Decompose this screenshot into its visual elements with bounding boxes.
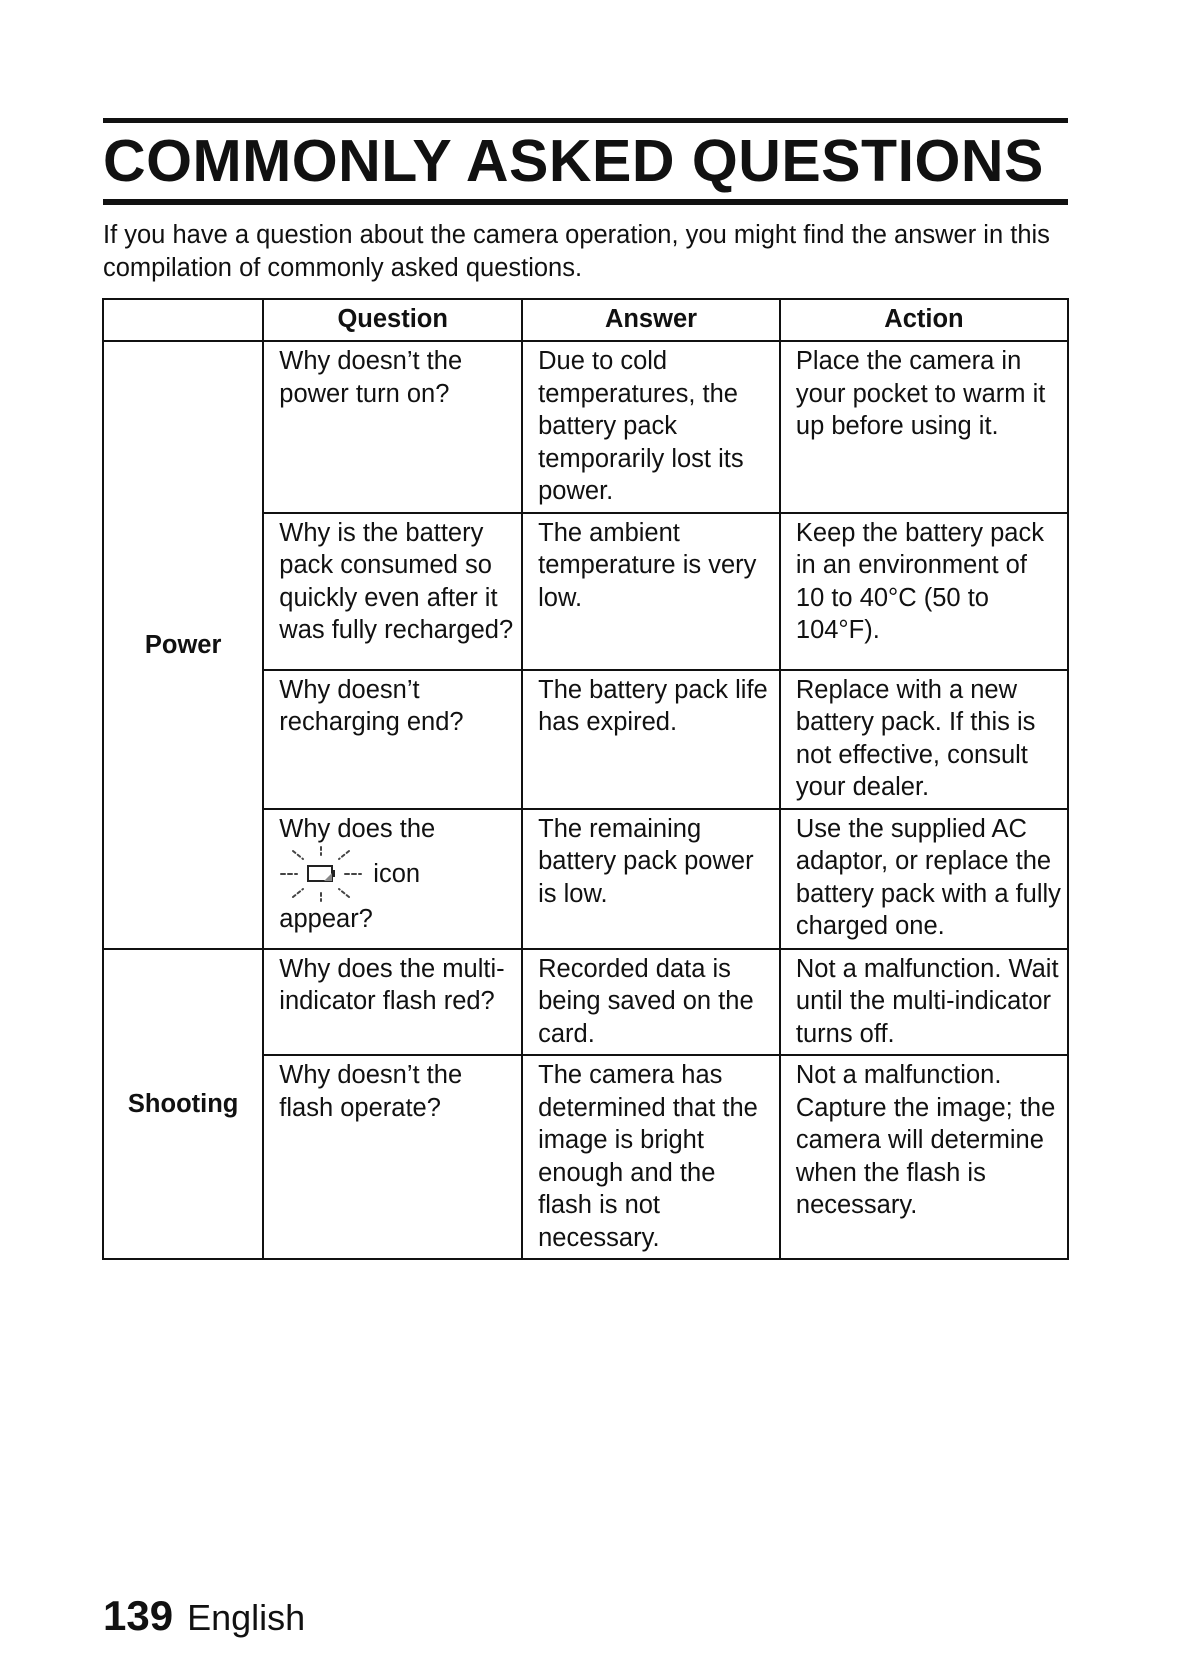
action-cell: Place the camera in your pocket to warm it up before using it. bbox=[780, 341, 1068, 513]
table-row bbox=[103, 949, 1068, 1056]
page-number: 139 bbox=[103, 1592, 174, 1639]
question-text-before-icon: Why does the bbox=[279, 814, 436, 843]
title-bottom-rule bbox=[103, 199, 1068, 205]
question-icon-suffix: icon bbox=[373, 859, 421, 888]
page-footer bbox=[103, 1592, 305, 1640]
question-cell: Why is the battery pack consumed so quickly even after it was fully recharged? bbox=[263, 513, 522, 670]
action-cell: Replace with a new battery pack. If this is not effective, consult your dealer. bbox=[780, 670, 1068, 809]
category-shooting: Shooting bbox=[103, 949, 263, 1260]
faq-table bbox=[102, 298, 1069, 1260]
question-cell: Why does the multi-indicator flash red? bbox=[263, 949, 522, 1056]
blinking-battery-icon bbox=[279, 845, 363, 903]
table-row bbox=[103, 341, 1068, 513]
answer-cell: The battery pack life has expired. bbox=[522, 670, 780, 809]
faq-table-body bbox=[103, 341, 1068, 1259]
answer-cell: Due to cold temperatures, the battery pack temporarily lost its power. bbox=[522, 341, 780, 513]
question-cell: Why doesn’t recharging end? bbox=[263, 670, 522, 809]
question-text-after-icon: appear? bbox=[279, 905, 373, 933]
header-row bbox=[103, 299, 1068, 341]
question-cell: Why doesn’t the power turn on? bbox=[263, 341, 522, 513]
faq-table-header bbox=[103, 299, 1068, 341]
question-cell: Why doesn’t the flash operate? bbox=[263, 1055, 522, 1259]
category-power: Power bbox=[103, 341, 263, 949]
header-answer: Answer bbox=[522, 299, 780, 341]
header-category bbox=[103, 299, 263, 341]
action-cell: Not a malfunction. Wait until the multi-indicator turns off. bbox=[780, 949, 1068, 1056]
answer-cell: The ambient temperature is very low. bbox=[522, 513, 780, 670]
question-cell bbox=[263, 809, 522, 949]
action-cell: Use the supplied AC adaptor, or replace the battery pack with a fully charged one. bbox=[780, 809, 1068, 949]
question-icon-line bbox=[279, 845, 515, 903]
intro-paragraph: If you have a question about the camera operation, you might find the answer in this compilation of commonly asked questions. bbox=[103, 221, 1050, 282]
header-question: Question bbox=[263, 299, 522, 341]
answer-cell: Recorded data is being saved on the card. bbox=[522, 949, 780, 1056]
answer-cell: The remaining battery pack power is low. bbox=[522, 809, 780, 949]
answer-cell: The camera has determined that the image is bright enough and the flash is not necessary. bbox=[522, 1055, 780, 1259]
action-cell: Keep the battery pack in an environment of 10 to 40°C (50 to 104°F). bbox=[780, 513, 1068, 670]
page-title: COMMONLY ASKED QUESTIONS bbox=[103, 128, 1044, 194]
action-cell: Not a malfunction. Capture the image; the camera will determine when the flash is necessary. bbox=[780, 1055, 1068, 1259]
header-action: Action bbox=[780, 299, 1068, 341]
footer-language: English bbox=[187, 1597, 306, 1638]
